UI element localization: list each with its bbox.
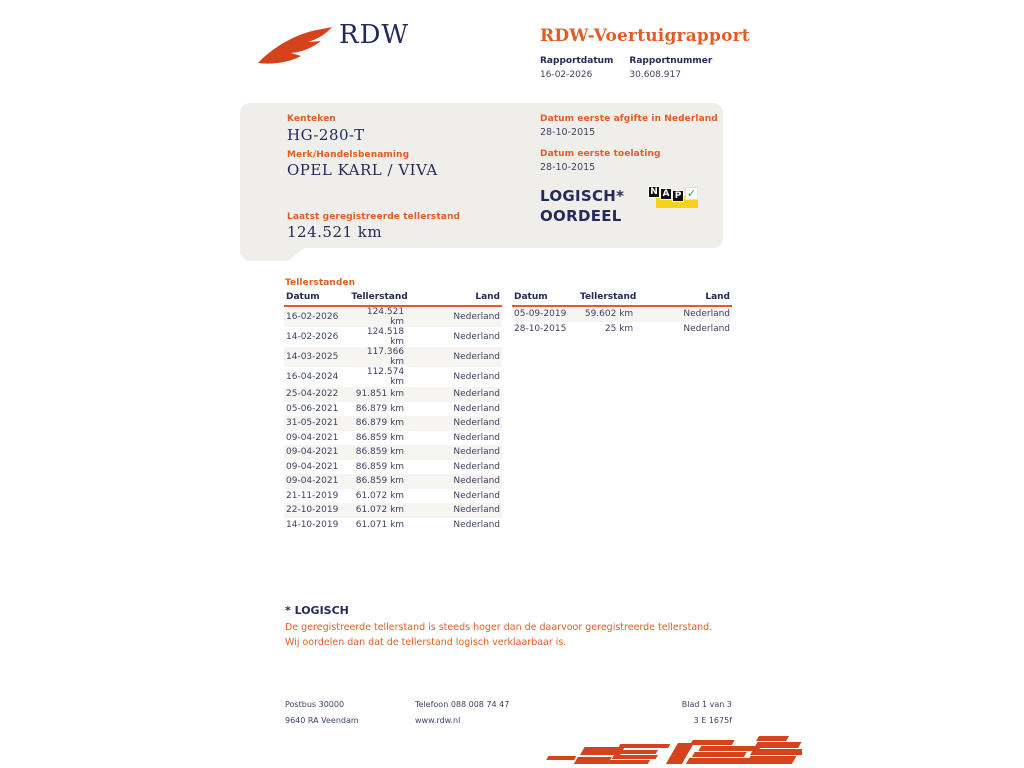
tellerstand-cell: 86.859 km (349, 445, 406, 460)
land-cell: Nederland (453, 432, 500, 443)
table-row (284, 402, 502, 417)
tellerstand-cell: 86.859 km (355, 461, 405, 472)
table-row (284, 518, 502, 533)
odometer-table-right (512, 290, 732, 336)
datum-cell: 16-02-2026 (284, 306, 349, 327)
tellerstand-cell: 112.574 km (366, 367, 405, 387)
report-title: RDW-Voertuigrapport (540, 26, 750, 46)
land-cell: Nederland (406, 416, 502, 431)
tellerstand-column-header: Tellerstand (349, 290, 406, 306)
land-cell: Nederland (453, 519, 500, 530)
odometer-table-left (284, 290, 502, 532)
eerste-toelating-label: Datum eerste toelating (540, 149, 661, 159)
land-cell: Nederland (453, 403, 500, 414)
eerste-afgifte-label: Datum eerste afgifte in Nederland (540, 114, 718, 124)
datum-cell: 09-04-2021 (284, 445, 349, 460)
table-row (284, 474, 502, 489)
website-link[interactable]: www.rdw.nl (415, 716, 461, 725)
kenteken-value: HG-280-T (287, 126, 365, 144)
land-cell: Nederland (453, 461, 500, 472)
tellerstand-cell: 86.879 km (349, 416, 406, 431)
tellerstand-cell: 86.859 km (349, 474, 406, 489)
land-cell: Nederland (683, 323, 730, 334)
nap-letter-n: N (648, 186, 660, 198)
table-row (284, 431, 502, 446)
land-cell: Nederland (406, 306, 502, 327)
footer-form-code: 3 E 1675f (693, 716, 732, 725)
footer-contact (415, 700, 682, 732)
report-date-block (540, 56, 613, 80)
tellerstand-cell: 86.859 km (355, 432, 405, 443)
datum-cell: 21-11-2019 (286, 490, 339, 501)
eerste-toelating-value: 28-10-2015 (540, 162, 596, 173)
report-meta (540, 56, 712, 80)
rdw-bird-logo-icon (255, 24, 335, 68)
table-row (284, 367, 502, 387)
table-row (512, 306, 732, 322)
merk-label: Merk/Handelsbenaming (287, 150, 410, 160)
table-row (284, 445, 502, 460)
report-number-value: 30.608.917 (629, 70, 681, 80)
datum-cell: 09-04-2021 (286, 461, 339, 472)
datum-column-header: Datum (512, 290, 578, 306)
eerste-afgifte-value: 28-10-2015 (540, 127, 596, 138)
table-row (284, 416, 502, 431)
footer-address (285, 700, 415, 732)
table-row (284, 387, 502, 402)
table-row (512, 322, 732, 337)
rdw-wordmark: RDW (339, 20, 410, 50)
report-number-label: Rapportnummer (629, 56, 713, 66)
oordeel-line1: LOGISCH* (540, 187, 625, 205)
tellerstand-cell: 124.518 km (366, 327, 405, 347)
land-column-header: Land (635, 290, 732, 306)
note-body: De geregistreerde tellerstand is steeds hoger dan de daarvoor geregistreerde tellerstand. Wij oordelen dan dat de tellerstand logisch verklaarbaar is. (285, 622, 713, 648)
land-cell: Nederland (406, 387, 502, 402)
rdw-stripes-graphic-icon (540, 736, 802, 768)
oordeel-line2: OORDEEL (540, 207, 622, 225)
footer-address-line2: 9640 RA Veendam (285, 716, 359, 725)
footer-page-info (682, 700, 732, 732)
land-cell: Nederland (453, 372, 500, 382)
tellerstand-cell: 61.072 km (349, 503, 406, 518)
tellerstand-cell: 86.879 km (355, 403, 405, 414)
tellerstand-cell: 61.072 km (355, 490, 405, 501)
table-row (284, 503, 502, 518)
laatste-tellerstand-label: Laatst geregistreerde tellerstand (287, 212, 461, 222)
datum-cell: 22-10-2019 (284, 503, 349, 518)
table-header-row (512, 290, 732, 306)
land-cell: Nederland (635, 306, 732, 322)
nap-letter-a: A (660, 188, 672, 200)
kenteken-label: Kenteken (287, 114, 336, 124)
datum-column-header: Datum (284, 290, 349, 306)
land-column-header: Land (406, 290, 502, 306)
nap-letter-p: P (672, 190, 684, 202)
oordeel-text (540, 186, 624, 226)
footer-address-line1: Postbus 30000 (285, 700, 345, 709)
land-cell: Nederland (453, 332, 500, 342)
tellerstand-cell: 59.602 km (578, 306, 635, 322)
table-row (284, 347, 502, 367)
datum-cell: 14-02-2026 (286, 332, 339, 342)
datum-cell: 16-04-2024 (286, 372, 339, 382)
nap-checkmark-icon: ✓ (686, 187, 697, 200)
card-corner-tab (240, 248, 304, 261)
land-cell: Nederland (453, 490, 500, 501)
nap-logo (648, 186, 702, 210)
page-footer (285, 700, 732, 732)
table-row (284, 327, 502, 347)
datum-cell: 31-05-2021 (284, 416, 349, 431)
datum-cell: 05-06-2021 (286, 403, 339, 414)
laatste-tellerstand-value: 124.521 km (287, 223, 383, 241)
datum-cell: 28-10-2015 (514, 323, 567, 334)
table-row (284, 460, 502, 475)
tellerstand-cell: 117.366 km (349, 347, 406, 367)
datum-cell: 14-10-2019 (286, 519, 339, 530)
datum-cell: 25-04-2022 (284, 387, 349, 402)
datum-cell: 14-03-2025 (284, 347, 349, 367)
table-header-row (284, 290, 502, 306)
land-cell: Nederland (406, 445, 502, 460)
tellerstand-cell: 91.851 km (349, 387, 406, 402)
datum-cell: 09-04-2021 (286, 432, 339, 443)
datum-cell: 09-04-2021 (284, 474, 349, 489)
datum-cell: 05-09-2019 (512, 306, 578, 322)
note-title: * LOGISCH (285, 604, 349, 617)
tellerstand-cell: 124.521 km (349, 306, 406, 327)
report-date-label: Rapportdatum (540, 56, 614, 66)
tellerstand-cell: 61.071 km (355, 519, 405, 530)
table-row (284, 489, 502, 504)
land-cell: Nederland (406, 503, 502, 518)
tellerstanden-heading: Tellerstanden (285, 278, 356, 288)
tellerstand-column-header: Tellerstand (578, 290, 635, 306)
table-row (284, 306, 502, 327)
land-cell: Nederland (406, 347, 502, 367)
report-number-block (629, 56, 712, 80)
tellerstand-cell: 25 km (604, 323, 634, 334)
footer-phone: Telefoon 088 008 74 47 (415, 700, 510, 709)
report-date-value: 16-02-2026 (540, 70, 593, 80)
merk-value: OPEL KARL / VIVA (287, 161, 438, 179)
vehicle-summary-card (240, 103, 723, 248)
footer-page-number: Blad 1 van 3 (681, 700, 732, 709)
land-cell: Nederland (406, 474, 502, 489)
